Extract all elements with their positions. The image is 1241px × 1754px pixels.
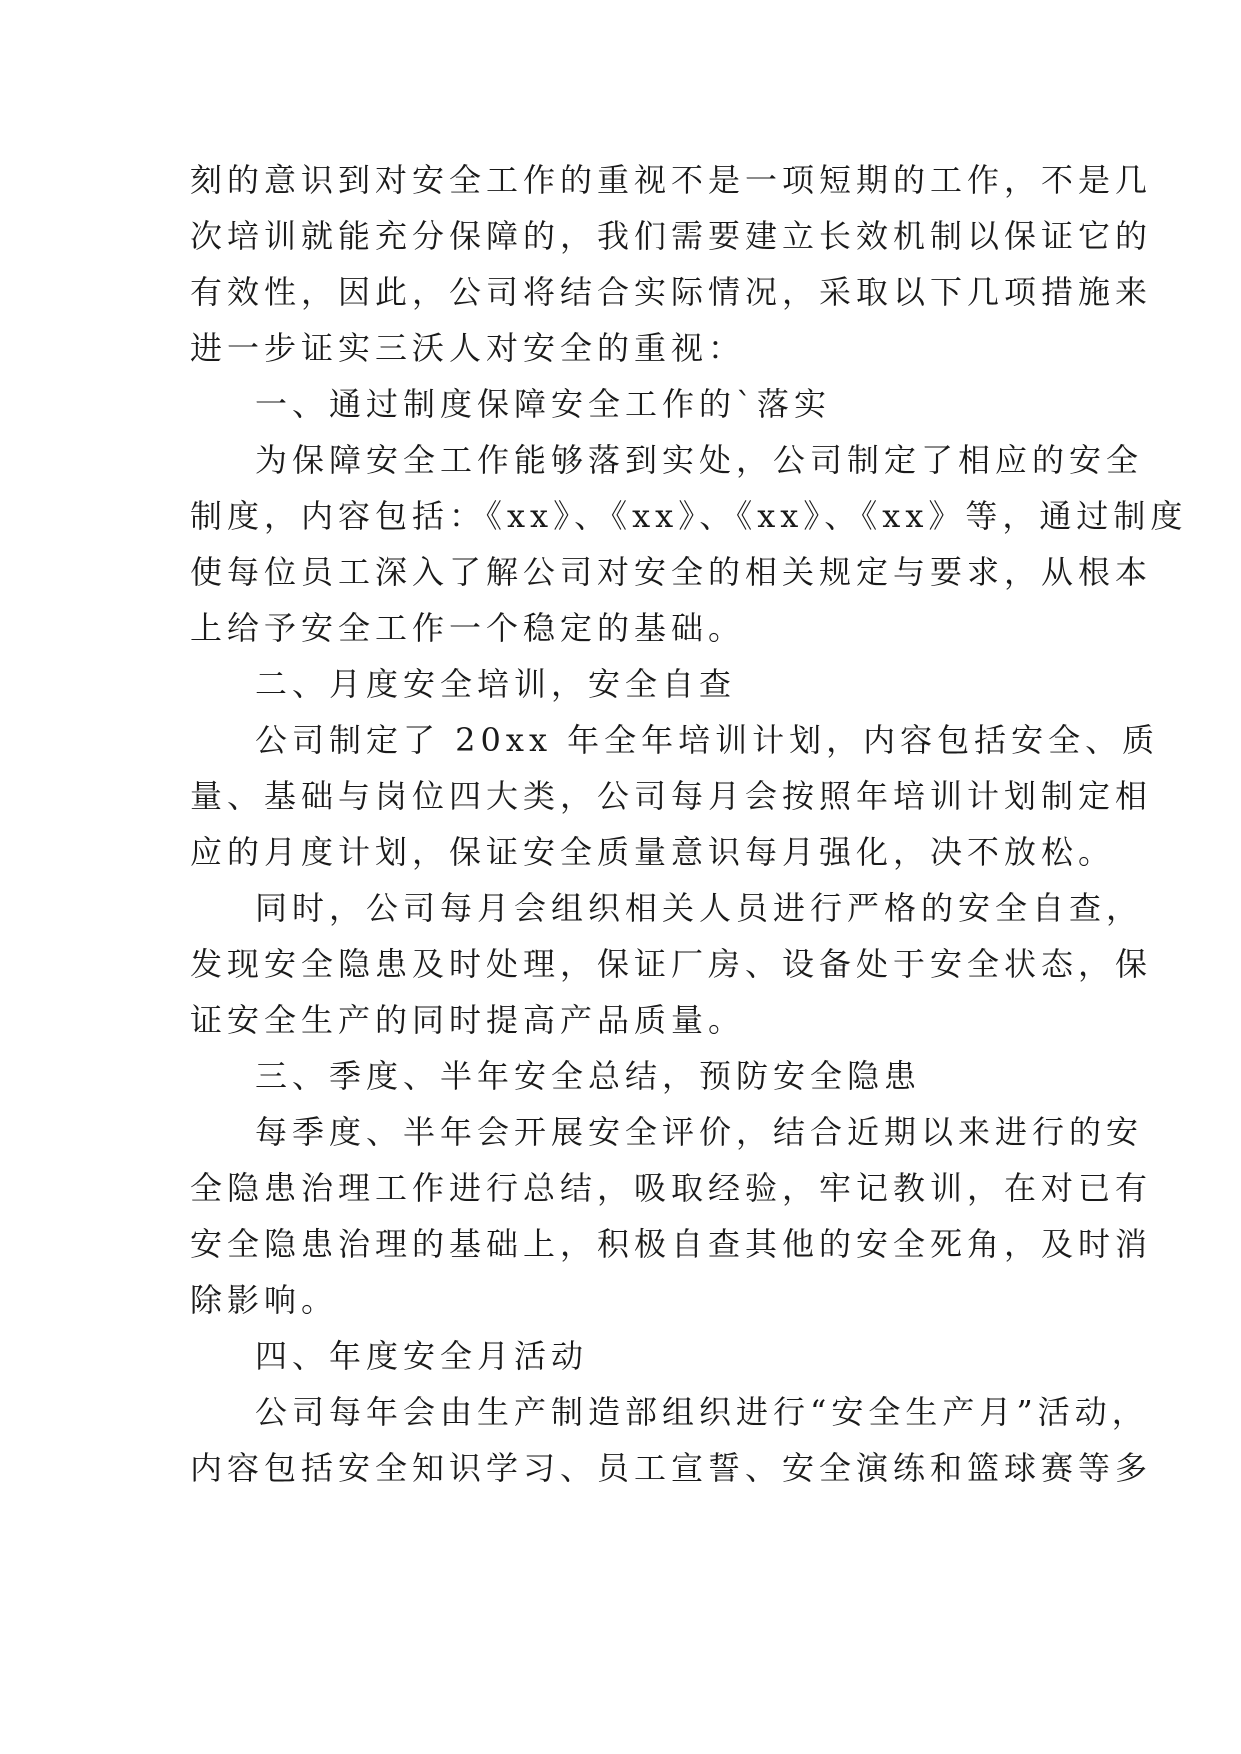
text-line-6: 为保障安全工作能够落到实处，公司制定了相应的安全 (255, 441, 1144, 479)
text-line-13: 应的月度计划，保证安全质量意识每月强化，决不放松。 (190, 833, 1116, 871)
text-line-19: 全隐患治理工作进行总结，吸取经验，牢记教训，在对已有 (190, 1169, 1153, 1207)
text-line-21: 除影响。 (190, 1281, 339, 1319)
text-line-1: 刻的意识到对安全工作的重视不是一项短期的工作，不是几 (190, 161, 1153, 199)
text-line-12: 量、基础与岗位四大类，公司每月会按照年培训计划制定相 (190, 777, 1153, 815)
section-heading-4: 四、年度安全月活动 (255, 1337, 589, 1375)
text-line-4: 进一步证实三沃人对安全的重视： (190, 329, 746, 367)
text-line-18: 每季度、半年会开展安全评价，结合近期以来进行的安 (255, 1113, 1144, 1151)
text-line-14: 同时，公司每月会组织相关人员进行严格的安全自查， (255, 889, 1144, 927)
text-line-8: 使每位员工深入了解公司对安全的相关规定与要求，从根本 (190, 553, 1153, 591)
text-line-9: 上给予安全工作一个稳定的基础。 (190, 609, 746, 647)
text-line-20: 安全隐患治理的基础上，积极自查其他的安全死角，及时消 (190, 1225, 1153, 1263)
text-line-2: 次培训就能充分保障的，我们需要建立长效机制以保证它的 (190, 217, 1153, 255)
section-heading-3: 三、季度、半年安全总结，预防安全隐患 (255, 1057, 922, 1095)
text-line-11: 公司制定了 20xx 年全年培训计划，内容包括安全、质 (255, 721, 1160, 759)
text-line-15: 发现安全隐患及时处理，保证厂房、设备处于安全状态，保 (190, 945, 1153, 983)
text-line-23: 公司每年会由生产制造部组织进行“安全生产月”活动， (255, 1393, 1149, 1431)
text-line-7: 制度，内容包括：《xx》、《xx》、《xx》、《xx》等，通过制度 (190, 497, 1188, 535)
text-line-24: 内容包括安全知识学习、员工宣誓、安全演练和篮球赛等多 (190, 1449, 1153, 1487)
section-heading-1: 一、通过制度保障安全工作的`落实 (255, 385, 832, 423)
section-heading-2: 二、月度安全培训，安全自查 (255, 665, 737, 703)
text-line-16: 证安全生产的同时提高产品质量。 (190, 1001, 746, 1039)
text-line-3: 有效性，因此，公司将结合实际情况，采取以下几项措施来 (190, 273, 1153, 311)
